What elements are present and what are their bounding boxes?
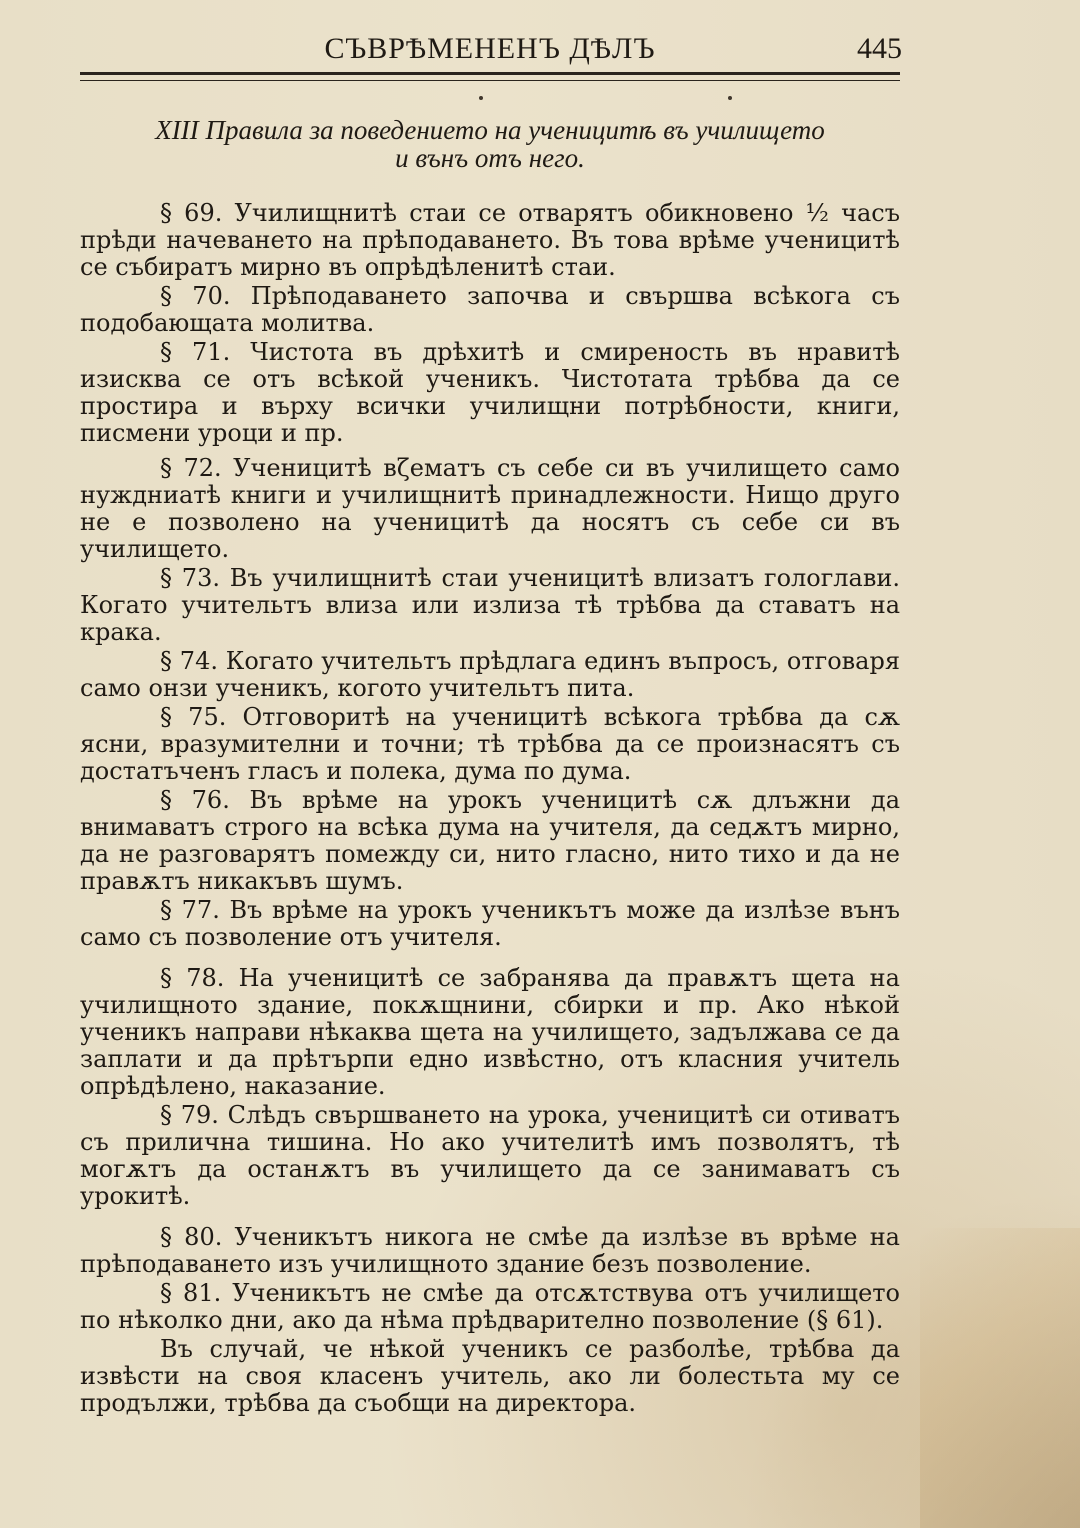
paragraph-73 [80,565,900,646]
section-heading-line-1: XIII Правила за поведението на ученицитѣ въ училището [155,115,825,145]
body-text [80,200,900,1417]
paragraph-70-text: § 70. Прѣподаването започва и свършва всѣкога съ подобающата молитва. [80,282,900,337]
paragraph-77 [80,897,900,951]
paragraph-75-text: § 75. Отговоритѣ на ученицитѣ всѣкога трѣбва да сѫ ясни, вразумителни и точни; тѣ трѣбва да се произнасятъ съ достатъченъ гласъ и полека, дума по дума. [80,703,900,785]
header-rule-thin [80,80,900,81]
page-corner-stain [920,1228,1080,1528]
section-heading-line-2: и вънъ отъ него. [395,143,585,173]
paragraph-79-text: § 79. Слѣдъ свършването на урока, ученицитѣ си отиватъ съ прилична тишина. Но ако учителитѣ имъ позволятъ, тѣ могѫтъ да останѫтъ въ училището да се занимаватъ съ урокитѣ. [80,1101,900,1210]
running-head [80,24,900,72]
paragraph-81-text: § 81. Ученикътъ не смѣе да отсѫтствува отъ училището по нѣколко дни, ако да нѣма прѣдварително позволение (§ 61). [80,1279,900,1334]
paragraph-74 [80,648,900,702]
paragraph-81 [80,1280,900,1334]
speckle-mark [479,96,483,100]
paragraph-80-text: § 80. Ученикътъ никога не смѣе да излѣзе въ врѣме на прѣподаването изъ училищното здание безъ позволение. [80,1223,900,1278]
paragraph-78 [80,965,900,1100]
page-number: 445 [857,32,902,65]
paragraph-76-text: § 76. Въ врѣме на урокъ ученицитѣ сѫ длъжни да внимаватъ строго на всѣка дума на учителя, да седѫтъ мирно, да не разговарятъ помежду си, нито гласно, нито тихо и да не правѫтъ никакъвъ шумъ. [80,786,900,895]
paragraph-71-text: § 71. Чистота въ дрѣхитѣ и смиреность въ нравитѣ изисква се отъ всѣкой ученикъ. Чистотата трѣбва да се простира и върху всички училищни потрѣбности, книги, писмени уроци и пр. [80,338,900,447]
paragraph-78-text: § 78. На ученицитѣ се забранява да правѫтъ щета на училищното здание, покѫщнини, сбирки и пр. Ако нѣкой ученикъ направи нѣкаква щета на училището, задължава се да заплати и да прѣтърпи едно извѣстно, отъ класния учитель опрѣдѣлено, наказание. [80,964,900,1100]
paragraph-illness-notice-text: Въ случай, че нѣкой ученикъ се разболѣе, трѣбва да извѣсти на своя класенъ учитель, ако ли болестьта му се продължи, трѣбва да съобщи на директора. [80,1335,900,1417]
running-title: СЪВРѢМЕНЕНЪ ДѢЛЪ [324,32,656,65]
paragraph-76 [80,787,900,895]
paragraph-71 [80,339,900,447]
paragraph-72-text: § 72. Ученицитѣ вζематъ съ себе си въ училището само нуждниатѣ книги и училищнитѣ принадлежности. Нищо друго не е позволено на ученицитѣ да носятъ съ себе си въ училището. [80,454,900,563]
paragraph-80 [80,1224,900,1278]
paragraph-77-text: § 77. Въ врѣме на урокъ ученикътъ може да излѣзе вънъ само съ позволение отъ учителя. [80,896,900,951]
paragraph-79 [80,1102,900,1210]
paragraph-70 [80,283,900,337]
paragraph-75 [80,704,900,785]
paragraph-72 [80,455,900,563]
speckle-mark [728,96,732,100]
paragraph-74-text: § 74. Когато учительтъ прѣдлага единъ въпросъ, отговаря само онзи ученикъ, когото учительтъ пита. [80,647,900,702]
paragraph-69-text: § 69. Училищнитѣ стаи се отварятъ обикновено ½ часъ прѣди начеването на прѣподаването. Въ това врѣме ученицитѣ се събиратъ мирно въ опрѣдѣленитѣ стаи. [80,199,900,281]
paragraph-69 [80,200,900,281]
header-rule-thick [80,72,900,75]
section-heading [80,116,900,172]
paragraph-73-text: § 73. Въ училищнитѣ стаи ученицитѣ влизатъ гологлави. Когато учительтъ влиза или излиза тѣ трѣбва да ставатъ на крака. [80,564,900,646]
paragraph-illness-notice [80,1336,900,1417]
